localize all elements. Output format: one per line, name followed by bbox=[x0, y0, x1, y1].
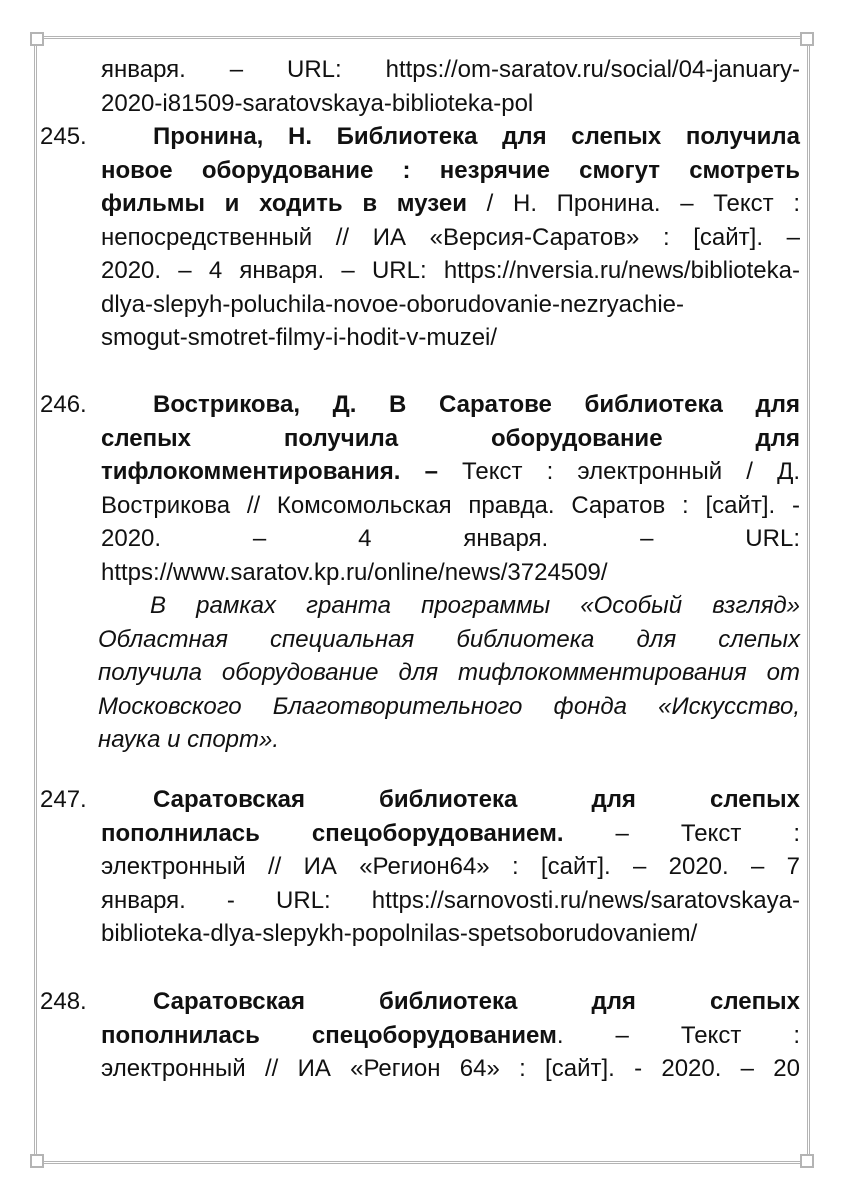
entry-line bbox=[101, 783, 800, 817]
entry-line bbox=[101, 388, 800, 422]
entry-line: электронный // ИА «Регион 64» : [сайт]. - 2020. – 20 bbox=[101, 1055, 800, 1082]
entry-line bbox=[101, 817, 800, 851]
entry-line bbox=[101, 455, 800, 489]
annotation-line: Областная специальная библиотека для слепых bbox=[98, 625, 800, 653]
entry-details: – Текст : bbox=[563, 819, 800, 847]
entry-line bbox=[101, 1019, 800, 1053]
entry-title: тифлокомментирования. – bbox=[101, 458, 438, 485]
border-corner-ornament bbox=[800, 1154, 814, 1168]
bibliography-entry-246 bbox=[40, 388, 800, 589]
entry-url-line: dlya-slepyh-poluchila-novoe-oborudovanie-nezryachie- bbox=[101, 290, 684, 318]
entry-line bbox=[101, 985, 800, 1019]
annotation-line: получила оборудование для тифлокомментирования от bbox=[98, 659, 800, 686]
bibliography-entry-continued bbox=[40, 53, 800, 120]
entry-line: 2020. – 4 января. – URL: https://nversia.ru/news/biblioteka- bbox=[101, 257, 800, 284]
entry-line: Вострикова // Комсомольская правда. Саратов : [сайт]. - bbox=[101, 491, 800, 519]
entry-title: Вострикова, Д. В Саратове библиотека для bbox=[153, 391, 800, 418]
entry-number: 246. bbox=[40, 391, 87, 418]
entry-line bbox=[101, 187, 800, 221]
entry-line: непосредственный // ИА «Версия-Саратов» : [сайт]. – bbox=[101, 223, 800, 251]
entry-title: слепых получила оборудование для bbox=[101, 424, 800, 452]
annotation-line: наука и спорт». bbox=[98, 726, 280, 753]
entry-annotation bbox=[98, 589, 800, 757]
entry-url-line: biblioteka-dlya-slepykh-popolnilas-spetsoborudovaniem/ bbox=[101, 920, 698, 947]
bibliography-entry-245 bbox=[40, 120, 800, 355]
entry-title: пополнилась спецоборудованием bbox=[101, 1021, 557, 1049]
entry-details: . – Текст : bbox=[556, 1021, 800, 1049]
annotation-line: В рамках гранта программы «Особый взгляд» bbox=[150, 592, 800, 619]
entry-title: Саратовская библиотека для слепых bbox=[153, 786, 800, 813]
entry-number: 245. bbox=[40, 123, 87, 150]
entry-line bbox=[101, 154, 800, 188]
entry-details: / Н. Пронина. – Текст : bbox=[466, 190, 800, 217]
entry-line bbox=[101, 120, 800, 154]
entry-line bbox=[101, 422, 800, 456]
entry-number: 247. bbox=[40, 786, 87, 813]
entry-number: 248. bbox=[40, 988, 87, 1015]
entry-url-line: smogut-smotret-filmy-i-hodit-v-muzei/ bbox=[101, 324, 498, 351]
entry-url-line: https://www.saratov.kp.ru/online/news/3724509/ bbox=[101, 558, 608, 586]
bibliography-entry-248 bbox=[40, 985, 800, 1086]
entry-line: января. - URL: https://sarnovosti.ru/news/saratovskaya- bbox=[101, 886, 800, 914]
entry-title: фильмы и ходить в музеи bbox=[101, 190, 467, 217]
border-corner-ornament bbox=[30, 1154, 44, 1168]
entry-line: 2020. – 4 января. – URL: bbox=[101, 525, 800, 552]
entry-line: января. – URL: https://om-saratov.ru/social/04-january- bbox=[101, 56, 800, 83]
border-corner-ornament bbox=[30, 32, 44, 46]
entry-title: пополнилась спецоборудованием. bbox=[101, 819, 564, 847]
border-corner-ornament bbox=[800, 32, 814, 46]
entry-title: Пронина, Н. Библиотека для слепых получила bbox=[153, 123, 800, 150]
annotation-line: Московского Благотворительного фонда «Искусство, bbox=[98, 692, 800, 720]
entry-title: новое оборудование : незрячие смогут смотреть bbox=[101, 156, 800, 184]
bibliography-entry-247 bbox=[40, 783, 800, 951]
entry-line: 2020-i81509-saratovskaya-biblioteka-pol bbox=[101, 89, 534, 117]
entry-details: Текст : электронный / Д. bbox=[437, 458, 800, 485]
entry-line: электронный // ИА «Регион64» : [сайт]. – 2020. – 7 bbox=[101, 853, 800, 880]
entry-title: Саратовская библиотека для слепых bbox=[153, 988, 800, 1015]
